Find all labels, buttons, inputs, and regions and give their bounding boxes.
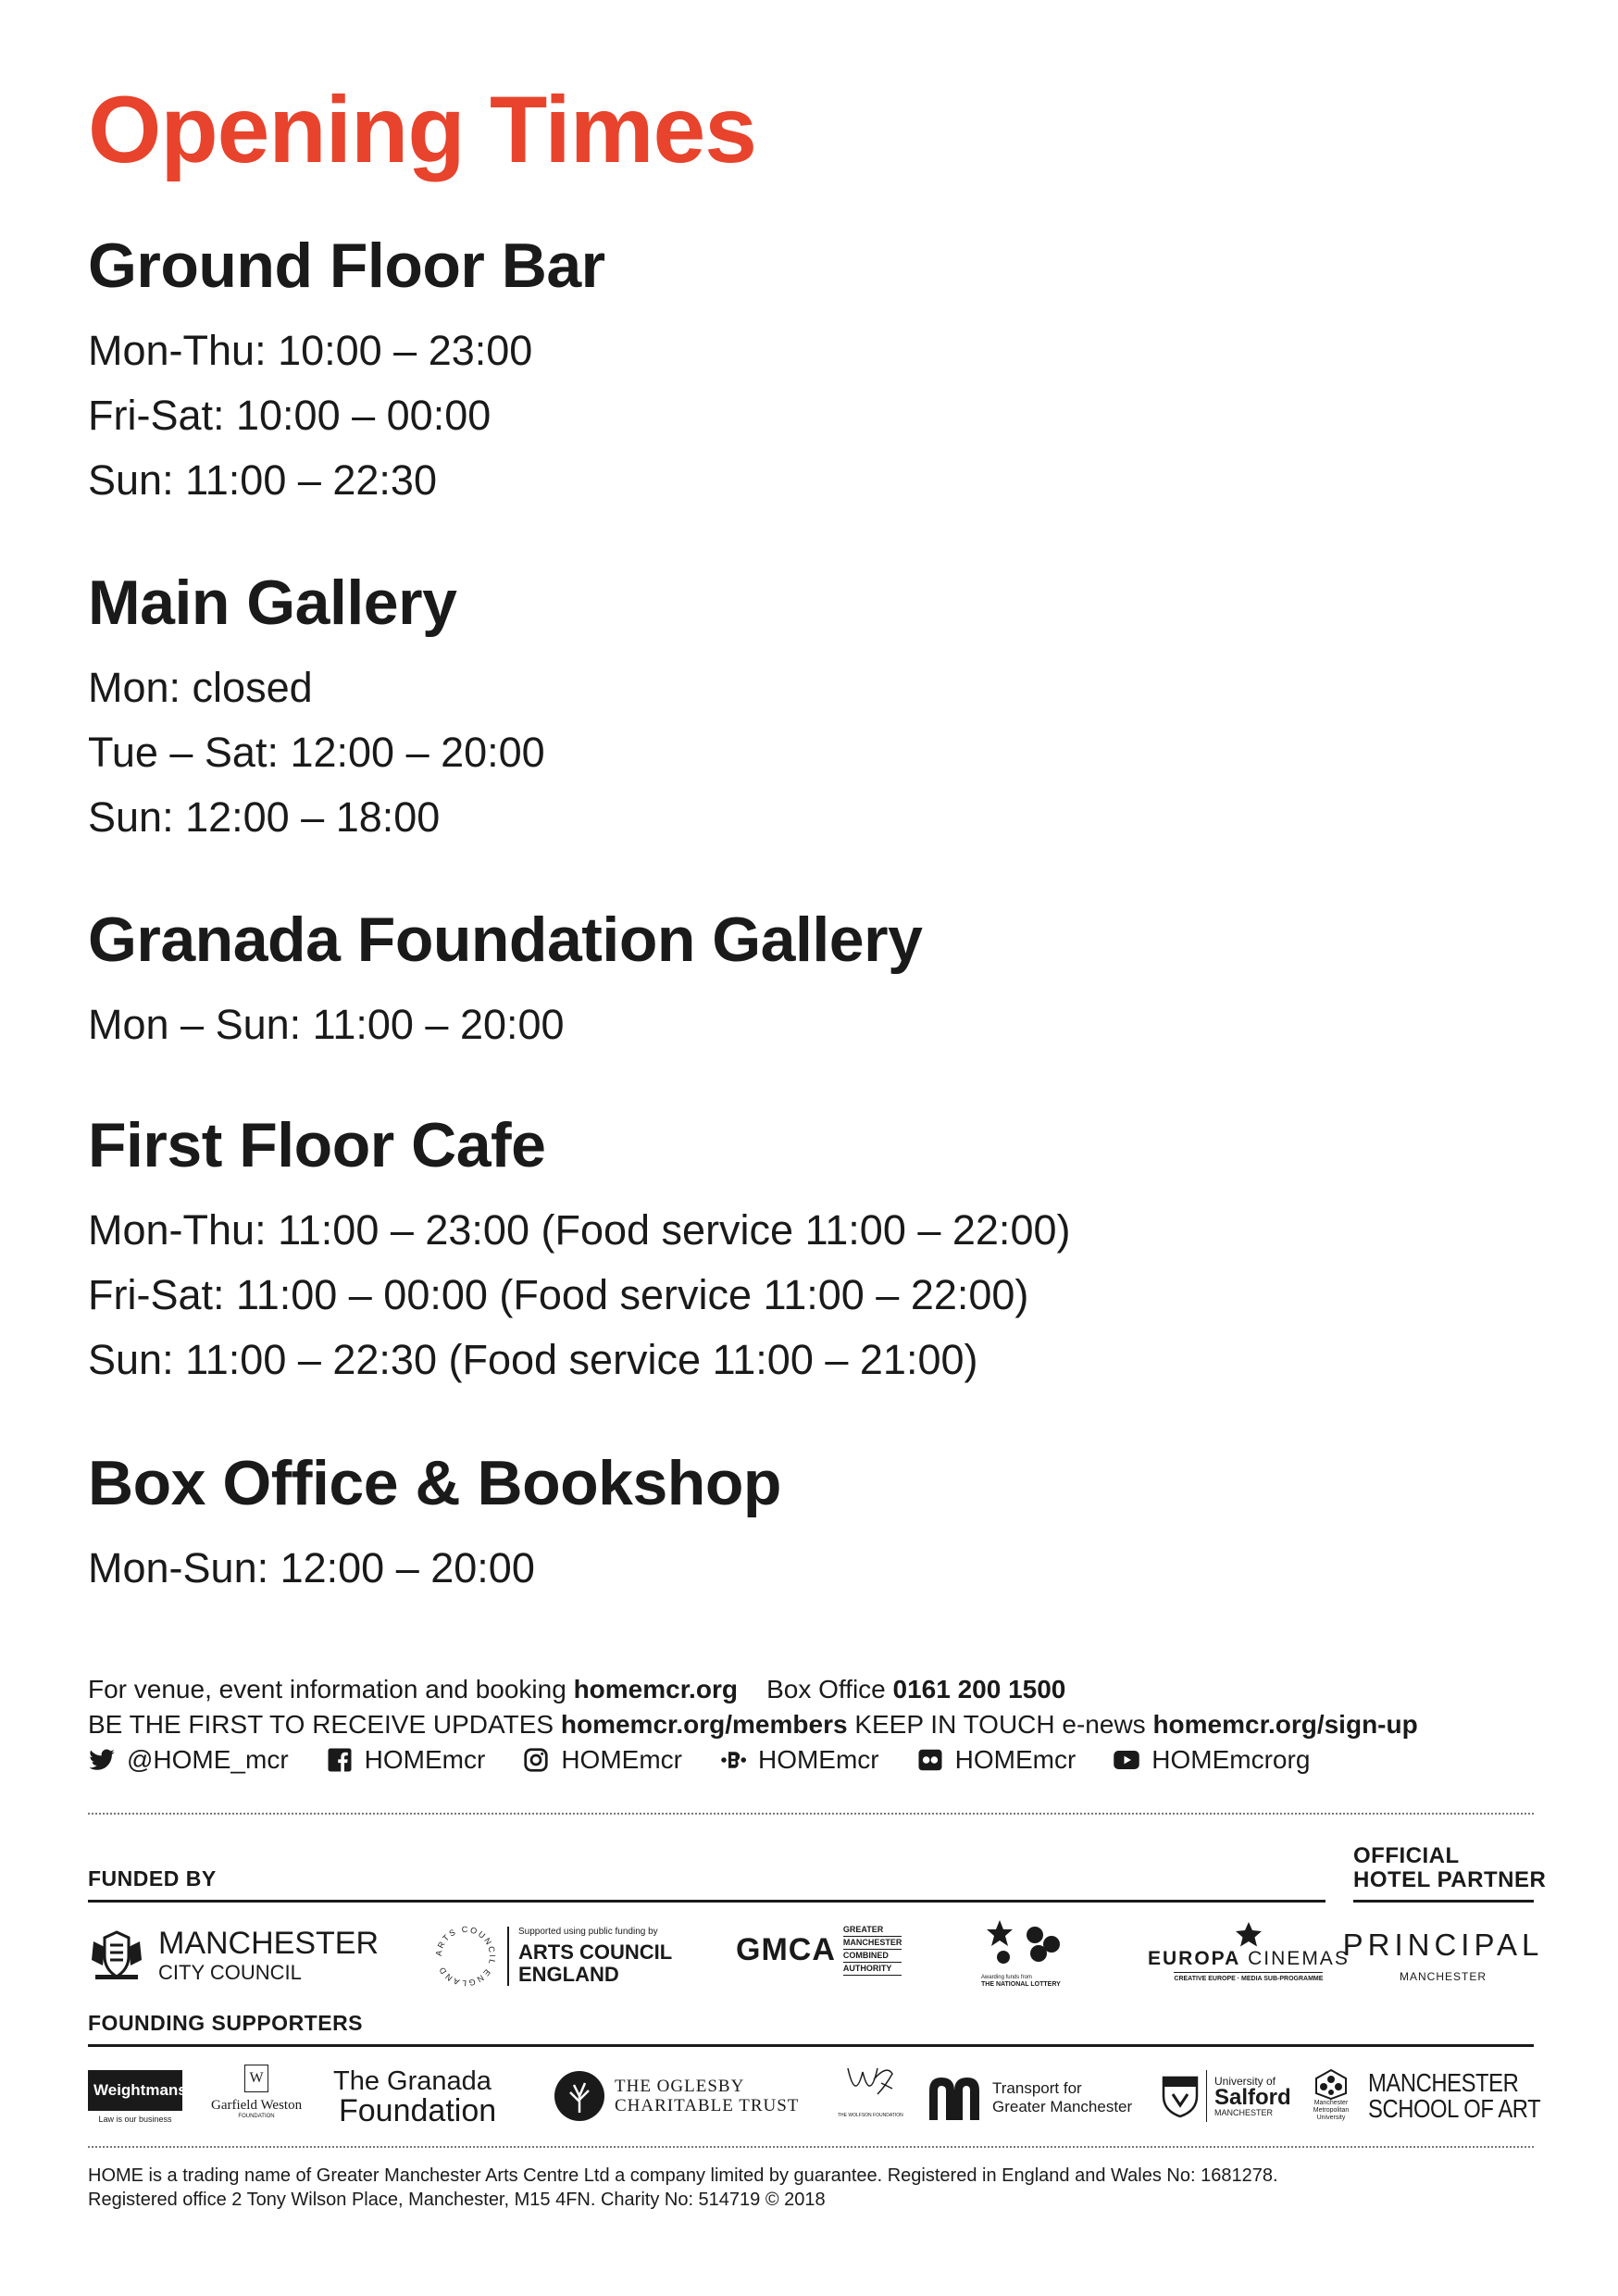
social-flickr[interactable] [916, 1742, 1077, 1778]
weightmans-name: Weightmans [88, 2070, 182, 2111]
ace-small-text: Supported using public funding by [518, 1927, 658, 1937]
tfgm-m-icon [926, 2074, 983, 2122]
social-links [88, 1742, 1418, 1778]
europa-tagline: CREATIVE EUROPE · MEDIA SUB-PROGRAMME [1174, 1972, 1323, 1982]
updates-text: BE THE FIRST TO RECEIVE UPDATES [88, 1710, 554, 1739]
weightmans-tagline: Law is our business [98, 2115, 172, 2124]
weightmans-logo [88, 2070, 187, 2124]
europa-name: EUROPA [1148, 1948, 1241, 1969]
youtube-icon [1113, 1746, 1140, 1774]
arts-council-england-logo [433, 1924, 672, 1989]
manchester-sub: CITY COUNCIL [158, 1961, 302, 1984]
msa-sub: SCHOOL OF ART [1368, 2094, 1541, 2123]
legal-line: HOME is a trading name of Greater Manchester Arts Centre Ltd a company limited by guarantee. Registered in England and Wales No: 1681278. [88, 2165, 1278, 2186]
hours-line: Fri-Sat: 11:00 – 00:00 (Food service 11:00 – 22:00) [88, 1271, 1029, 1319]
ace-sub: ENGLAND [518, 1963, 619, 1986]
contact-info [88, 1672, 1418, 1778]
social-instagram[interactable] [522, 1742, 682, 1778]
social-handle: HOMEmcr [364, 1745, 486, 1774]
principal-name: PRINCIPAL [1342, 1928, 1544, 1962]
arts-council-ring-icon [433, 1924, 498, 1989]
garfield-name: Garfield Weston [211, 2098, 303, 2113]
hotel-partner-label [1353, 1844, 1546, 1892]
legal-footer [88, 2164, 1278, 2212]
box-office-label: Box Office [766, 1675, 886, 1703]
members-link[interactable]: homemcr.org/members [560, 1710, 848, 1739]
lottery-small-text: Awarding funds from [981, 1975, 1032, 1980]
twitter-icon [88, 1746, 116, 1774]
hours-line: Sun: 11:00 – 22:30 [88, 456, 437, 505]
venue-link[interactable]: homemcr.org [573, 1675, 738, 1703]
hours-line: Fri-Sat: 10:00 – 00:00 [88, 392, 492, 440]
lottery-text: THE NATIONAL LOTTERY [981, 1981, 1061, 1988]
oglesby-trust-logo [554, 2070, 799, 2122]
supporters-rule [88, 2044, 1534, 2047]
gmca-name: GMCA [736, 1931, 836, 1967]
social-facebook[interactable] [326, 1742, 486, 1778]
granada-foundation-logo [333, 2068, 496, 2127]
social-handle: @HOME_mcr [127, 1745, 289, 1774]
hours-line: Mon-Sun: 12:00 – 20:00 [88, 1544, 535, 1592]
oglesby-name: THE OGLESBY [615, 2077, 745, 2096]
garfield-weston-logo [211, 2065, 302, 2119]
mmu-hexagon-icon [1313, 2068, 1350, 2100]
star-icon [1235, 1920, 1263, 1948]
section-heading: First Floor Cafe [88, 1110, 546, 1180]
manchester-city-council-logo [88, 1928, 379, 1983]
funders-rule [88, 1900, 1326, 1903]
tfgm-name: Transport for [992, 2079, 1082, 2097]
oglesby-sub: CHARITABLE TRUST [615, 2096, 800, 2115]
arts-council-ring-text: ARTS COUNCIL ENGLAND [433, 1924, 498, 1989]
garfield-sub: FOUNDATION [238, 2114, 275, 2119]
hotel-partner-label-line: OFFICIAL [1353, 1843, 1460, 1868]
hours-line: Mon-Thu: 10:00 – 23:00 [88, 327, 533, 375]
section-heading: Main Gallery [88, 568, 457, 638]
mmu-name: Metropolitan [1313, 2107, 1350, 2114]
hotel-partner-label-line: HOTEL PARTNER [1353, 1867, 1547, 1892]
wolfson-foundation-logo [838, 2061, 903, 2118]
manchester-name: MANCHESTER [158, 1926, 380, 1961]
funded-by-label: FUNDED BY [88, 1866, 217, 1890]
founding-supporters-label: FOUNDING SUPPORTERS [88, 2011, 364, 2035]
section-heading: Ground Floor Bar [88, 231, 605, 301]
page-title: Opening Times [88, 77, 756, 182]
hours-line: Sun: 12:00 – 18:00 [88, 793, 441, 842]
europa-sub-name: CINEMAS [1248, 1948, 1350, 1969]
social-letterboxd[interactable] [719, 1742, 879, 1778]
gmca-logo [736, 1924, 902, 1976]
gmca-sub-line: COMBINED [843, 1950, 902, 1963]
flickr-icon [916, 1746, 944, 1774]
principal-sub: MANCHESTER [1399, 1970, 1487, 1983]
social-handle: HOMEmcr [954, 1745, 1077, 1774]
svg-text:ARTS COUNCIL ENGLAND [434, 1925, 497, 1988]
granada-sub: Foundation [339, 2093, 497, 2128]
social-twitter[interactable] [88, 1742, 289, 1778]
facebook-icon [326, 1746, 354, 1774]
section-granada-foundation-gallery [88, 904, 922, 1057]
social-handle: HOMEmcrorg [1151, 1745, 1311, 1774]
signup-link[interactable]: homemcr.org/sign-up [1152, 1710, 1418, 1739]
tfgm-logo [926, 2074, 1132, 2122]
letterboxd-icon [719, 1746, 747, 1774]
section-first-floor-cafe [88, 1109, 1070, 1392]
gmca-sub-line: AUTHORITY [843, 1963, 902, 1976]
hotel-rule [1353, 1900, 1534, 1903]
wolfson-sub: THE WOLFSON FOUNDATION [838, 2113, 903, 2118]
mmu-name: University [1316, 2115, 1346, 2121]
instagram-icon [522, 1746, 550, 1774]
salford-sub: MANCHESTER [1214, 2107, 1274, 2117]
hours-line: Sun: 11:00 – 22:30 (Food service 11:00 – 21:00) [88, 1336, 978, 1384]
gmca-sub-line: GREATER [843, 1924, 902, 1937]
europa-cinemas-logo [1148, 1920, 1350, 1982]
box-office-phone[interactable]: 0161 200 1500 [892, 1675, 1066, 1703]
tree-icon [554, 2070, 605, 2122]
salford-prefix: University of [1214, 2074, 1276, 2088]
granada-name: The Granada [333, 2066, 492, 2096]
ace-name: ARTS COUNCIL [518, 1940, 673, 1964]
hours-line: Tue – Sat: 12:00 – 20:00 [88, 729, 545, 777]
section-ground-floor-bar [88, 230, 605, 513]
garfield-mark: W [244, 2065, 268, 2092]
shield-icon [1162, 2074, 1199, 2118]
social-handle: HOMEmcr [757, 1745, 879, 1774]
manchester-school-of-art-logo [1368, 2070, 1571, 2122]
wolfson-monogram-icon [840, 2061, 900, 2113]
crest-icon [88, 1928, 145, 1982]
mmu-name: Manchester [1313, 2100, 1349, 2106]
university-of-salford-logo [1162, 2070, 1291, 2122]
legal-line: Registered office 2 Tony Wilson Place, Manchester, M15 4FN. Charity No: 514719 © 2018 [88, 2190, 826, 2210]
social-handle: HOMEmcr [561, 1745, 682, 1774]
venue-text: For venue, event information and booking [88, 1675, 566, 1703]
national-lottery-bfi-logo [981, 1916, 1070, 1989]
divider [88, 2146, 1534, 2148]
section-box-office-bookshop [88, 1447, 781, 1601]
section-heading: Granada Foundation Gallery [88, 905, 923, 975]
hours-line: Mon-Thu: 11:00 – 23:00 (Food service 11:00 – 22:00) [88, 1206, 1071, 1254]
social-youtube[interactable] [1113, 1742, 1310, 1778]
principal-logo [1342, 1928, 1544, 1983]
divider [88, 1813, 1534, 1815]
salford-name: Salford [1214, 2084, 1291, 2110]
msa-name: MANCHESTER [1368, 2068, 1519, 2097]
lottery-bfi-icon [981, 1916, 1070, 1974]
section-main-gallery [88, 567, 545, 850]
hours-line: Mon: closed [88, 664, 313, 712]
tfgm-sub: Greater Manchester [992, 2098, 1133, 2115]
section-heading: Box Office & Bookshop [88, 1448, 781, 1518]
enews-text: KEEP IN TOUCH e-news [854, 1710, 1146, 1739]
manchester-metropolitan-logo [1313, 2068, 1350, 2122]
gmca-sub-line: MANCHESTER [843, 1937, 902, 1950]
hours-line: Mon – Sun: 11:00 – 20:00 [88, 1001, 565, 1049]
